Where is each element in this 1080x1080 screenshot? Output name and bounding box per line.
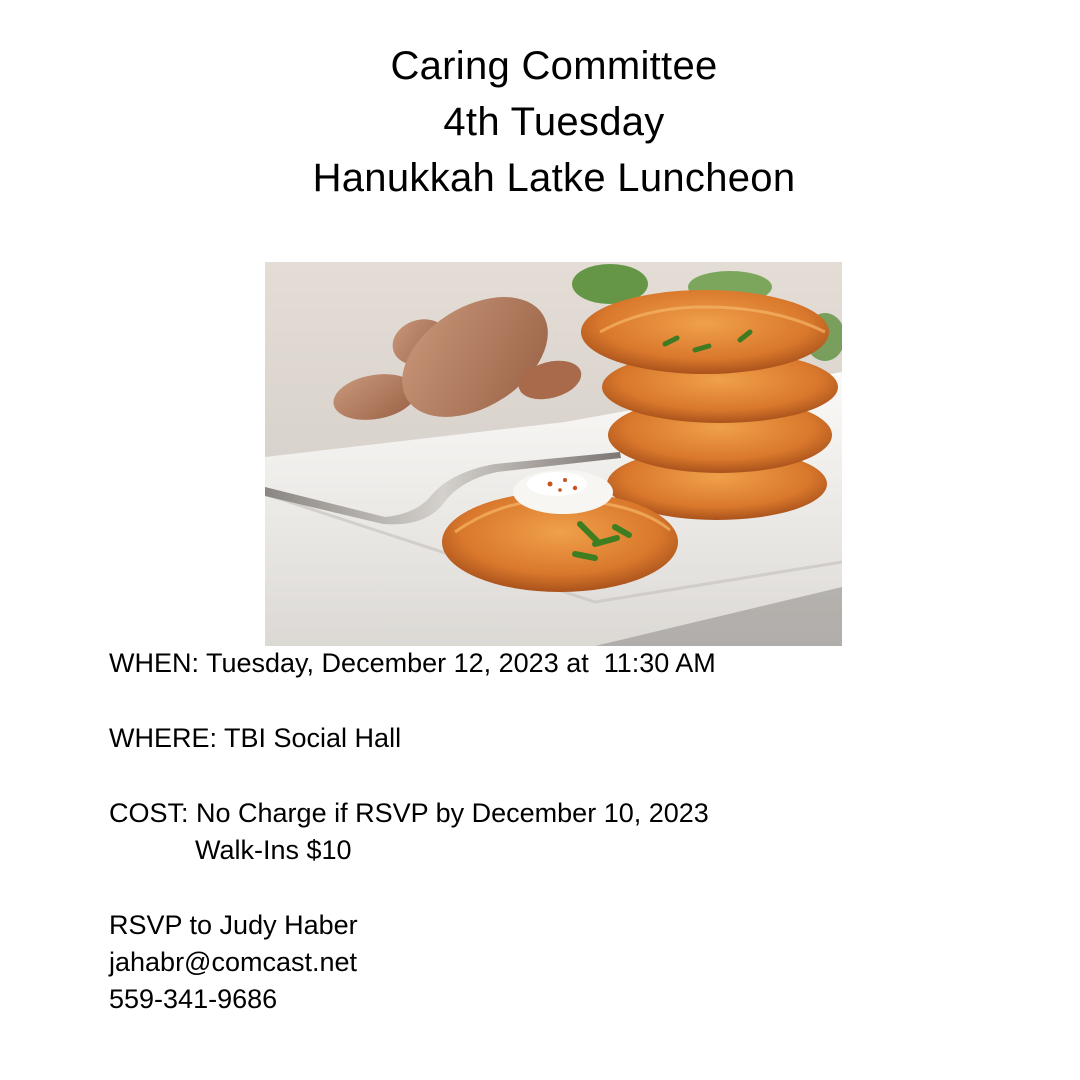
latkes-photo xyxy=(265,262,842,646)
event-title: Hanukkah Latke Luncheon xyxy=(312,156,796,200)
rsvp-contact-name: RSVP to Judy Haber xyxy=(109,910,358,940)
event-details xyxy=(109,645,716,1018)
where-line: WHERE: TBI Social Hall xyxy=(109,723,402,753)
when-line: WHEN: Tuesday, December 12, 2023 at 11:30 AM xyxy=(109,648,716,678)
cost-line: COST: No Charge if RSVP by December 10, 2023 xyxy=(109,798,709,828)
walkins-cost-line: Walk-Ins $10 xyxy=(195,835,352,865)
rsvp-phone: 559-341-9686 xyxy=(109,984,278,1014)
committee-title: Caring Committee xyxy=(390,44,718,88)
event-title-block xyxy=(0,38,1080,206)
schedule-title: 4th Tuesday xyxy=(443,100,665,144)
rsvp-email: jahabr@comcast.net xyxy=(109,947,358,977)
